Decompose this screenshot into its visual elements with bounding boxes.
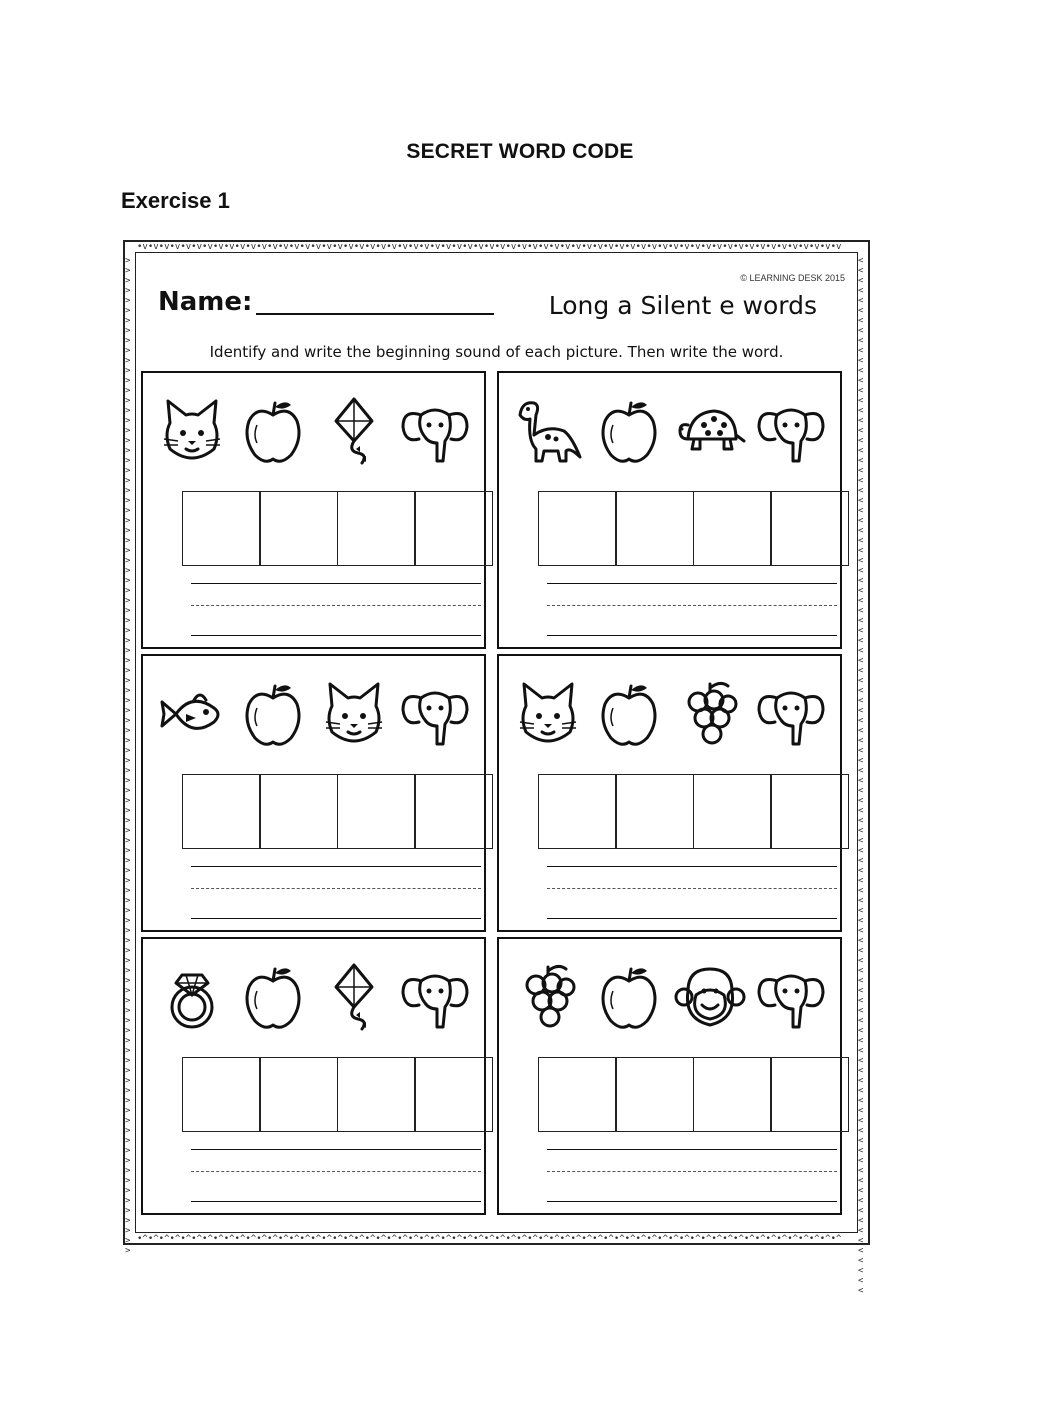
handwriting-line[interactable] <box>191 583 481 584</box>
letter-boxes <box>539 1057 849 1132</box>
letter-box-3[interactable] <box>337 774 416 849</box>
elephant-picture-icon <box>399 961 471 1033</box>
picture-row <box>151 957 476 1037</box>
grapes-picture-icon <box>674 678 746 750</box>
handwriting-line[interactable] <box>547 918 837 919</box>
handwriting-line[interactable] <box>547 1201 837 1202</box>
letter-box-4[interactable] <box>770 1057 849 1132</box>
apple-picture-icon <box>237 961 309 1033</box>
turtle-picture-icon <box>674 395 746 467</box>
word-card-1 <box>141 371 486 649</box>
word-card-2 <box>497 371 842 649</box>
monkey-picture-icon <box>674 961 746 1033</box>
fish-picture-icon <box>156 678 228 750</box>
handwriting-midline <box>547 888 837 889</box>
letter-box-2[interactable] <box>259 491 338 566</box>
handwriting-midline <box>547 605 837 606</box>
handwriting-midline <box>191 1171 481 1172</box>
handwriting-line[interactable] <box>547 583 837 584</box>
exercise-heading: Exercise 1 <box>121 188 230 213</box>
kite-picture-icon <box>318 961 390 1033</box>
letter-box-2[interactable] <box>259 1057 338 1132</box>
letter-box-2[interactable] <box>259 774 338 849</box>
letter-box-4[interactable] <box>414 491 493 566</box>
apple-picture-icon <box>237 395 309 467</box>
handwriting-line[interactable] <box>547 635 837 636</box>
handwriting-midline <box>547 1171 837 1172</box>
letter-boxes <box>183 491 493 566</box>
worksheet <box>123 240 870 1296</box>
name-write-line[interactable] <box>256 313 494 315</box>
handwriting-midline <box>191 605 481 606</box>
elephant-picture-icon <box>399 395 471 467</box>
picture-row <box>151 674 476 754</box>
instructions: Identify and write the beginning sound of each picture. Then write the word. <box>209 343 784 361</box>
word-card-6 <box>497 937 842 1215</box>
handwriting-line[interactable] <box>547 1149 837 1150</box>
handwriting-line[interactable] <box>547 866 837 867</box>
name-label: Name: <box>158 287 253 317</box>
letter-box-1[interactable] <box>538 491 617 566</box>
kite-picture-icon <box>318 395 390 467</box>
handwriting-line[interactable] <box>191 866 481 867</box>
border-decoration-right: <<<<<<<<<<<<<<<<<<<<<<<<<<<<<<<<<<<<<<<<<<<<<<<<<<<<<<<<<<<<<<<<<<<<<<<<<<<<<<<<<<<<<<<<<<<<<<<<<<<<<<<< <box>858 256 864 1296</box>
letter-box-4[interactable] <box>770 774 849 849</box>
handwriting-line[interactable] <box>191 635 481 636</box>
grapes-picture-icon <box>512 961 584 1033</box>
letter-boxes <box>183 774 493 849</box>
worksheet-frame <box>135 252 858 1233</box>
elephant-picture-icon <box>755 395 827 467</box>
cat-picture-icon <box>512 678 584 750</box>
letter-box-3[interactable] <box>693 491 772 566</box>
letter-box-2[interactable] <box>615 774 694 849</box>
apple-picture-icon <box>237 678 309 750</box>
letter-box-1[interactable] <box>182 491 261 566</box>
letter-box-4[interactable] <box>414 774 493 849</box>
letter-boxes <box>539 774 849 849</box>
word-card-4 <box>497 654 842 932</box>
apple-picture-icon <box>593 395 665 467</box>
handwriting-line[interactable] <box>191 1201 481 1202</box>
elephant-picture-icon <box>755 678 827 750</box>
dinosaur-picture-icon <box>512 395 584 467</box>
copyright-notice: © LEARNING DESK 2015 <box>740 273 845 283</box>
letter-box-2[interactable] <box>615 491 694 566</box>
handwriting-line[interactable] <box>191 1149 481 1150</box>
apple-picture-icon <box>593 961 665 1033</box>
letter-boxes <box>539 491 849 566</box>
letter-box-4[interactable] <box>414 1057 493 1132</box>
cat-picture-icon <box>318 678 390 750</box>
picture-row <box>507 391 832 471</box>
picture-row <box>507 957 832 1037</box>
letter-box-1[interactable] <box>182 774 261 849</box>
letter-box-4[interactable] <box>770 491 849 566</box>
elephant-picture-icon <box>755 961 827 1033</box>
apple-picture-icon <box>593 678 665 750</box>
letter-box-2[interactable] <box>615 1057 694 1132</box>
cat-picture-icon <box>156 395 228 467</box>
ring-picture-icon <box>156 961 228 1033</box>
letter-box-1[interactable] <box>538 774 617 849</box>
page-title: SECRET WORD CODE <box>406 140 634 163</box>
picture-row <box>507 674 832 754</box>
handwriting-midline <box>191 888 481 889</box>
border-decoration-left: >>>>>>>>>>>>>>>>>>>>>>>>>>>>>>>>>>>>>>>>>>>>>>>>>>>>>>>>>>>>>>>>>>>>>>>>>>>>>>>>>>>>>>>>>>>>>>>>>>>> <box>125 256 131 1256</box>
letter-box-3[interactable] <box>693 1057 772 1132</box>
word-card-5 <box>141 937 486 1215</box>
letter-boxes <box>183 1057 493 1132</box>
letter-box-3[interactable] <box>693 774 772 849</box>
border-decoration-top: •v•v•v•v•v•v•v•v•v•v•v•v•v•v•v•v•v•v•v•v•v•v•v•v•v•v•v•v•v•v•v•v•v•v•v•v•v•v•v•v•v•v•v•v•v•v•v•v•v•v•v•v•v•v•v•v•v•v•v•v•v•v•v•v•v <box>137 242 842 252</box>
elephant-picture-icon <box>399 678 471 750</box>
picture-row <box>151 391 476 471</box>
letter-box-3[interactable] <box>337 1057 416 1132</box>
word-card-3 <box>141 654 486 932</box>
worksheet-title: Long a Silent e words <box>548 291 817 320</box>
letter-box-1[interactable] <box>182 1057 261 1132</box>
handwriting-line[interactable] <box>191 918 481 919</box>
letter-box-1[interactable] <box>538 1057 617 1132</box>
border-decoration-bottom: •^•^•^•^•^•^•^•^•^•^•^•^•^•^•^•^•^•^•^•^•^•^•^•^•^•^•^•^•^•^•^•^•^•^•^•^•^•^•^•^•^•^•^•^•^•^•^•^•^•^•^•^•^•^•^•^•^•^•^•^•^•^•^•^•^ <box>137 1234 842 1244</box>
letter-box-3[interactable] <box>337 491 416 566</box>
